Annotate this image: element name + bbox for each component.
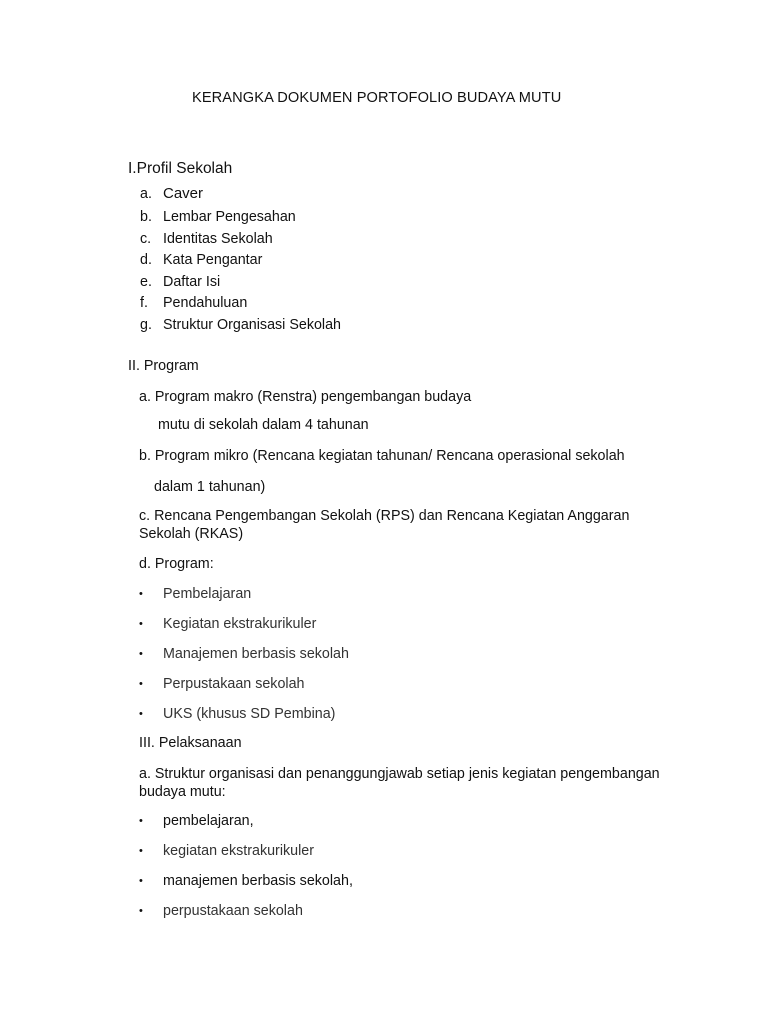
list-item-text: Pendahuluan	[163, 295, 248, 311]
list-item-label: b.	[140, 209, 152, 225]
pelaksanaan-a-text: a. Struktur organisasi dan penanggungjawab setiap jenis kegiatan pengembangan budaya mutu:	[139, 766, 660, 800]
list-item-label: e.	[140, 274, 152, 290]
bullet-icon: •	[139, 815, 143, 827]
list-item-text: Manajemen berbasis sekolah	[163, 646, 349, 662]
bullet-icon: •	[139, 648, 143, 660]
list-item-text: Daftar Isi	[163, 274, 221, 290]
list-item-text: Pembelajaran	[163, 586, 252, 602]
list-item-text: Kegiatan ekstrakurikuler	[163, 616, 317, 632]
bullet-icon: •	[139, 678, 143, 690]
list-item-label: f.	[140, 295, 148, 311]
list-item-label: c.	[140, 231, 152, 247]
program-b-line1: b. Program mikro (Rencana kegiatan tahunan/ Rencana operasional sekolah	[139, 448, 625, 464]
bullet-icon: •	[139, 708, 143, 720]
program-a-line2: mutu di sekolah dalam 4 tahunan	[158, 417, 369, 433]
bullet-icon: •	[139, 618, 143, 630]
list-item-text: Kata Pengantar	[163, 252, 263, 268]
list-item-text: Caver	[163, 185, 204, 202]
program-c-text: c. Rencana Pengembangan Sekolah (RPS) dan Rencana Kegiatan Anggaran Sekolah (RKAS)	[139, 508, 630, 542]
program-a-line1: a. Program makro (Renstra) pengembangan budaya	[139, 389, 472, 405]
document-title: KERANGKA DOKUMEN PORTOFOLIO BUDAYA MUTU	[192, 90, 562, 106]
section-3-heading: III. Pelaksanaan	[139, 735, 242, 751]
bullet-icon: •	[139, 905, 143, 917]
bullet-icon: •	[139, 845, 143, 857]
section-2-heading: II. Program	[128, 358, 199, 374]
program-d-text: d. Program:	[139, 556, 214, 572]
list-item-label: g.	[140, 317, 152, 333]
list-item-text: Struktur Organisasi Sekolah	[163, 317, 341, 333]
bullet-icon: •	[139, 588, 143, 600]
list-item-text: perpustakaan sekolah	[163, 903, 303, 919]
list-item-text: Perpustakaan sekolah	[163, 676, 305, 692]
list-item-text: Lembar Pengesahan	[163, 209, 296, 225]
program-b-line2: dalam 1 tahunan)	[154, 479, 266, 495]
list-item-text: Identitas Sekolah	[163, 231, 273, 247]
list-item-text: UKS (khusus SD Pembina)	[163, 706, 336, 722]
list-item-text: pembelajaran,	[163, 813, 254, 829]
list-item-text: manajemen berbasis sekolah,	[163, 873, 353, 889]
list-item-label: d.	[140, 252, 152, 268]
bullet-icon: •	[139, 875, 143, 887]
list-item-label: a.	[140, 186, 152, 202]
list-item-text: kegiatan ekstrakurikuler	[163, 843, 314, 859]
section-1-heading: I.Profil Sekolah	[128, 160, 233, 177]
